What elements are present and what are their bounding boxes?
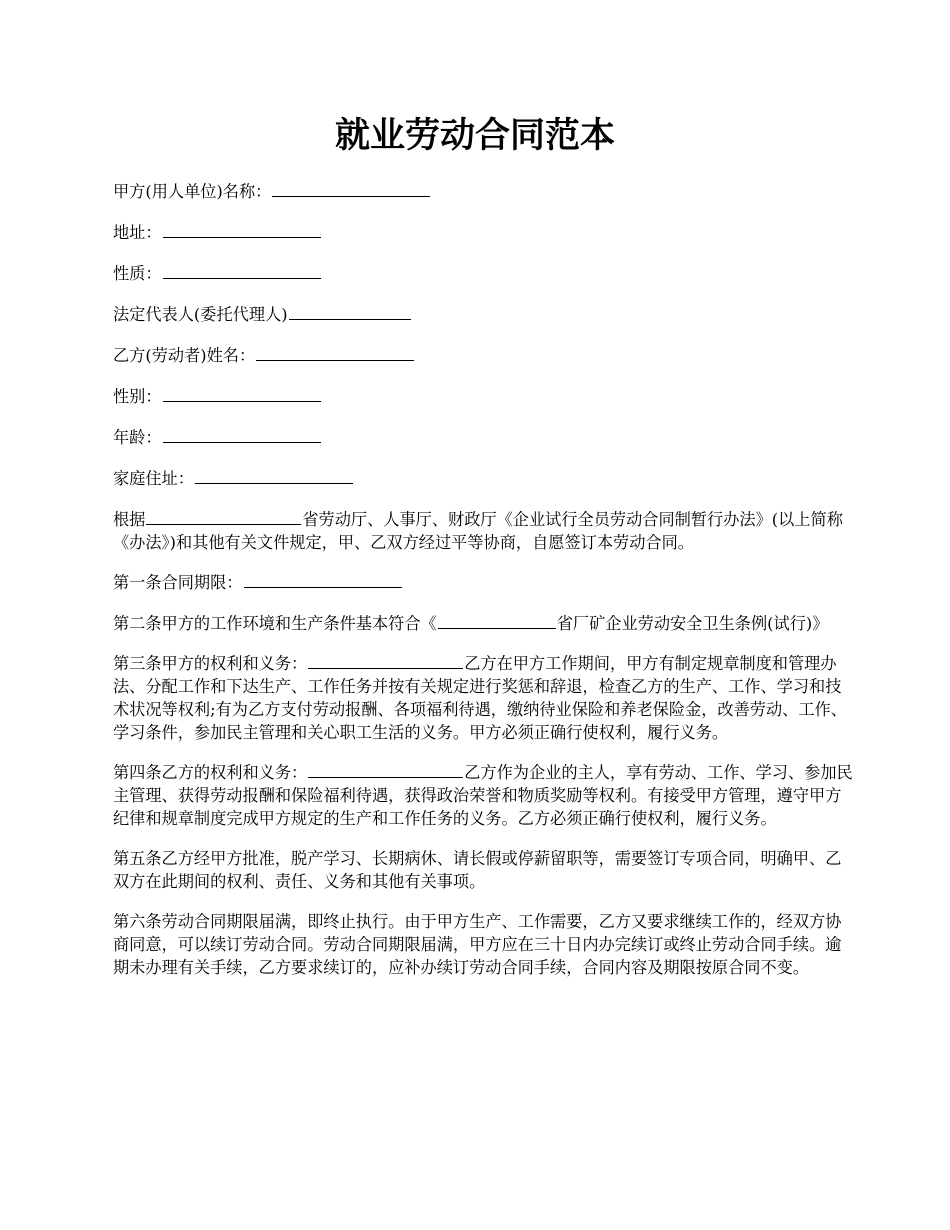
document-body: [113, 180, 853, 996]
field-nature: [113, 262, 853, 285]
article-4-text-end: 乙方作为企业的主人，享有劳动、工作、学习、参加民主管理、获得劳动报酬和保险福利待遇，获得政治荣誉和物质奖励等权利。有接受甲方管理，遵守甲方纪律和规章制度完成甲方规定的生产和工作任务的义务。乙方必须正确行使权利，履行义务。: [113, 763, 853, 828]
field-employee-name: [113, 344, 853, 367]
fill-blank: [163, 221, 321, 238]
field-gender: [113, 385, 853, 408]
field-label: 乙方(劳动者)姓名：: [113, 346, 256, 365]
article-2: [113, 612, 853, 635]
document-title: 就业劳动合同范本: [334, 115, 615, 156]
fill-blank: [163, 385, 321, 402]
fill-blank: [308, 761, 463, 778]
fill-blank: [244, 571, 402, 588]
field-label: 性质：: [113, 264, 162, 283]
article-3: [113, 652, 853, 744]
article-5: 第五条乙方经甲方批准，脱产学习、长期病休、请长假或停薪留职等，需要签订专项合同，明确甲、乙双方在此期间的权利、责任、义务和其他有关事项。: [113, 849, 842, 891]
fill-blank: [146, 508, 301, 525]
article-2-text-end: 省厂矿企业劳动安全卫生条例(试行)》: [556, 614, 829, 633]
field-home-address: [113, 467, 853, 490]
fill-blank: [195, 467, 353, 484]
fill-blank: [256, 344, 414, 361]
article-1-label: 第一条合同期限：: [113, 573, 243, 592]
article-4: [113, 761, 853, 830]
fill-blank: [289, 303, 411, 320]
fill-blank: [308, 652, 463, 669]
field-legal-representative: [113, 303, 853, 326]
article-1: [113, 571, 853, 594]
field-label: 年龄：: [113, 428, 162, 447]
field-label: 性别：: [113, 387, 162, 406]
article-2-text-start: 第二条甲方的工作环境和生产条件基本符合《: [113, 614, 437, 633]
field-address: [113, 221, 853, 244]
fill-blank: [272, 180, 430, 197]
field-label: 甲方(用人单位)名称：: [113, 182, 272, 201]
article-3-text-start: 第三条甲方的权利和义务：: [113, 654, 308, 673]
fill-blank: [438, 612, 556, 629]
field-label: 地址：: [113, 223, 162, 242]
article-3-text-end: 乙方在甲方工作期间，甲方有制定规章制度和管理办法、分配工作和下达生产、工作任务并按有关规定进行奖惩和辞退，检查乙方的生产、工作、学习和技术状况等权利;有为乙方支付劳动报酬、各项福利待遇，缴纳待业保险和养老保险金，改善劳动、工作、学习条件，参加民主管理和关心职工生活的义务。甲方必须正确行使权利，履行义务。: [113, 654, 847, 742]
fill-blank: [163, 426, 321, 443]
preamble-text-end: 省劳动厅、人事厅、财政厅《企业试行全员劳动合同制暂行办法》(以上简称《办法》)和其他有关文件规定，甲、乙双方经过平等协商，自愿签订本劳动合同。: [113, 510, 843, 552]
fill-blank: [163, 262, 321, 279]
field-label: 家庭住址：: [113, 469, 194, 488]
preamble-text-start: 根据: [113, 510, 146, 529]
field-label: 法定代表人(委托代理人): [113, 305, 288, 324]
article-4-text-start: 第四条乙方的权利和义务：: [113, 763, 308, 782]
preamble-paragraph: [113, 508, 853, 554]
field-age: [113, 426, 853, 449]
field-employer-name: [113, 180, 853, 203]
article-6: 第六条劳动合同期限届满，即终止执行。由于甲方生产、工作需要，乙方又要求继续工作的，经双方协商同意，可以续订劳动合同。劳动合同期限届满，甲方应在三十日内办完续订或终止劳动合同手续。逾期未办理有关手续，乙方要求续订的，应补办续订劳动合同手续，合同内容及期限按原合同不变。: [113, 912, 842, 977]
